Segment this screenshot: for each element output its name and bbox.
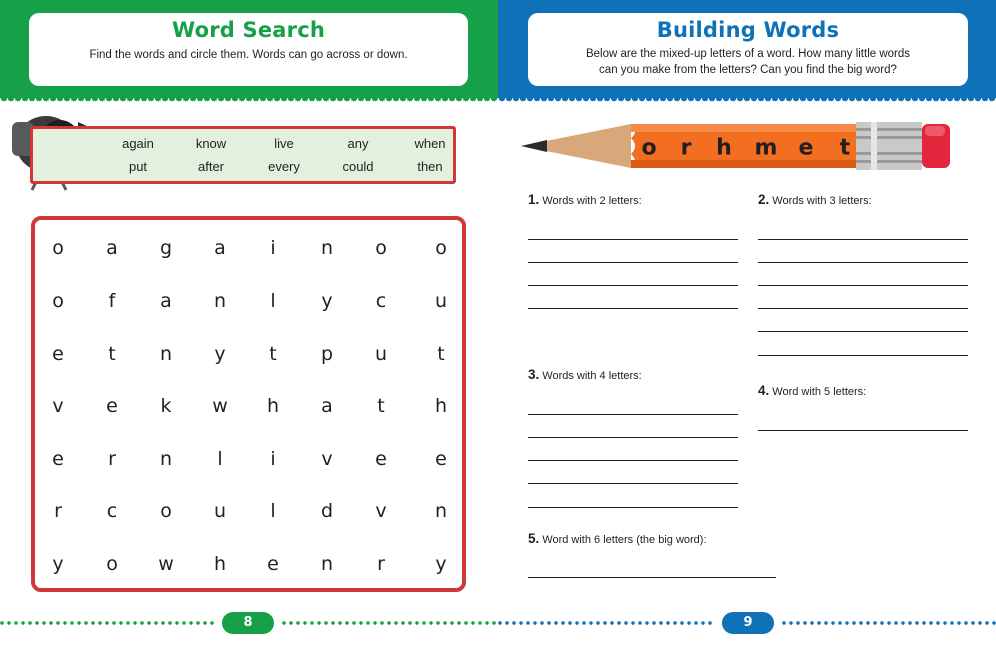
word-bank-word: put [128, 159, 148, 174]
pencil-letter: h [716, 135, 732, 161]
page-number-left: 8 [222, 612, 274, 634]
question-number: 4. [758, 383, 770, 398]
grid-letter[interactable]: t [377, 395, 385, 417]
grid-letter[interactable]: e [267, 553, 279, 575]
grid-letter[interactable]: o [435, 237, 447, 259]
question-label: Words with 4 letters: [542, 370, 642, 382]
pencil-letter: m [754, 135, 778, 161]
grid-letter[interactable]: y [214, 343, 226, 365]
page-number-right: 9 [722, 612, 774, 634]
grid-letter[interactable]: t [269, 343, 277, 365]
grid-letter[interactable]: k [160, 395, 172, 417]
question-label: Word with 6 letters (the big word): [542, 534, 707, 546]
word-bank-word: when [414, 136, 446, 151]
word-bank-row [33, 159, 453, 181]
question-label: Words with 3 letters: [772, 195, 872, 207]
grid-letter[interactable]: r [54, 500, 62, 522]
grid-letter[interactable]: w [212, 395, 228, 417]
grid-letter[interactable]: y [52, 553, 64, 575]
word-bank-word: any [347, 136, 369, 151]
grid-letter[interactable]: n [159, 448, 173, 470]
grid-letter[interactable]: l [217, 448, 223, 470]
grid-letter[interactable]: y [435, 553, 447, 575]
grid-letter[interactable]: a [106, 237, 118, 259]
word-bank-row [33, 136, 453, 158]
grid-letter[interactable]: c [375, 290, 387, 312]
question-label: Words with 2 letters: [542, 195, 642, 207]
footer-dots [0, 621, 214, 625]
grid-letter[interactable]: a [160, 290, 172, 312]
word-bank-word: again [122, 136, 154, 151]
grid-letter[interactable]: g [159, 237, 173, 259]
answer-line[interactable] [528, 262, 738, 263]
grid-letter[interactable]: t [108, 343, 116, 365]
grid-letter[interactable]: v [52, 395, 64, 417]
grid-letter[interactable]: o [375, 237, 387, 259]
grid-letter[interactable]: n [213, 290, 227, 312]
answer-line[interactable] [528, 577, 776, 578]
grid-letter[interactable]: h [434, 395, 448, 417]
grid-letter[interactable]: e [52, 343, 64, 365]
word-bank-word: live [274, 136, 294, 151]
question-number: 3. [528, 367, 540, 382]
grid-letter[interactable]: a [321, 395, 333, 417]
question-3 [528, 367, 642, 382]
answer-line[interactable] [528, 437, 738, 438]
answer-line[interactable] [758, 308, 968, 309]
pencil-letter: t [839, 135, 851, 161]
answer-line[interactable] [528, 414, 738, 415]
word-search-instructions: Find the words and circle them. Words can go across or down. [89, 49, 408, 61]
question-1 [528, 192, 642, 207]
grid-letter[interactable]: y [321, 290, 333, 312]
grid-letter[interactable]: o [160, 500, 172, 522]
pencil-letter: r [680, 135, 692, 161]
grid-letter[interactable]: r [108, 448, 116, 470]
grid-letter[interactable]: d [320, 500, 334, 522]
grid-letter[interactable]: i [270, 237, 276, 259]
pencil-icon [521, 118, 953, 174]
question-2 [758, 192, 872, 207]
grid-letter[interactable]: c [106, 500, 118, 522]
grid-letter[interactable]: h [266, 395, 280, 417]
footer-dots [282, 621, 498, 625]
grid-letter[interactable]: o [52, 237, 64, 259]
word-bank-word: could [342, 159, 374, 174]
answer-line[interactable] [528, 483, 738, 484]
grid-letter[interactable]: n [159, 343, 173, 365]
grid-letter[interactable]: p [320, 343, 334, 365]
grid-letter[interactable]: n [434, 500, 448, 522]
page-title-building-words: Building Words [656, 18, 840, 42]
grid-letter[interactable]: r [377, 553, 385, 575]
left-title-card [29, 13, 468, 86]
word-bank [30, 126, 456, 184]
grid-letter[interactable]: v [321, 448, 333, 470]
grid-letter[interactable]: u [374, 343, 388, 365]
pencil-letter: e [798, 135, 814, 161]
answer-line[interactable] [758, 355, 968, 356]
question-4 [758, 383, 866, 398]
grid-letter[interactable]: t [437, 343, 445, 365]
answer-line[interactable] [528, 308, 738, 309]
grid-letter[interactable]: e [106, 395, 118, 417]
word-bank-word: know [195, 136, 227, 151]
grid-letter[interactable]: u [213, 500, 227, 522]
answer-line[interactable] [528, 239, 738, 240]
answer-line[interactable] [758, 262, 968, 263]
grid-letter[interactable]: o [52, 290, 64, 312]
footer-dots [498, 621, 714, 625]
footer-dots [782, 621, 996, 625]
pencil-letter: o [641, 135, 657, 161]
grid-letter[interactable]: n [320, 553, 334, 575]
right-title-card [528, 13, 968, 86]
question-number: 2. [758, 192, 770, 207]
grid-letter[interactable]: l [270, 500, 276, 522]
grid-letter[interactable]: f [108, 290, 116, 312]
word-bank-word: every [268, 159, 300, 174]
question-label: Word with 5 letters: [772, 386, 867, 398]
grid-letter[interactable]: i [270, 448, 276, 470]
grid-letter[interactable]: v [375, 500, 387, 522]
word-bank-word: then [417, 159, 443, 174]
word-search-grid [31, 216, 466, 592]
grid-letter[interactable]: e [435, 448, 447, 470]
answer-line[interactable] [528, 285, 738, 286]
grid-letter[interactable]: a [214, 237, 226, 259]
grid-letter[interactable]: e [375, 448, 387, 470]
answer-line[interactable] [758, 331, 968, 332]
grid-letter[interactable]: n [320, 237, 334, 259]
grid-letter[interactable]: e [52, 448, 64, 470]
grid-letter[interactable]: h [213, 553, 227, 575]
grid-letter[interactable]: o [106, 553, 118, 575]
answer-line[interactable] [528, 460, 738, 461]
question-number: 5. [528, 531, 540, 546]
question-5 [528, 531, 707, 546]
answer-line[interactable] [528, 507, 738, 508]
grid-letter[interactable]: u [434, 290, 448, 312]
question-number: 1. [528, 192, 540, 207]
answer-line[interactable] [758, 285, 968, 286]
grid-letter[interactable]: w [158, 553, 174, 575]
grid-letter[interactable]: l [270, 290, 276, 312]
building-words-instructions: Below are the mixed-up letters of a word. How many little words can you make from the letters? Can you find the big word? [585, 48, 911, 76]
word-bank-word: after [197, 159, 225, 174]
page-title-word-search: Word Search [171, 18, 326, 42]
answer-line[interactable] [758, 239, 968, 240]
answer-line[interactable] [758, 430, 968, 431]
